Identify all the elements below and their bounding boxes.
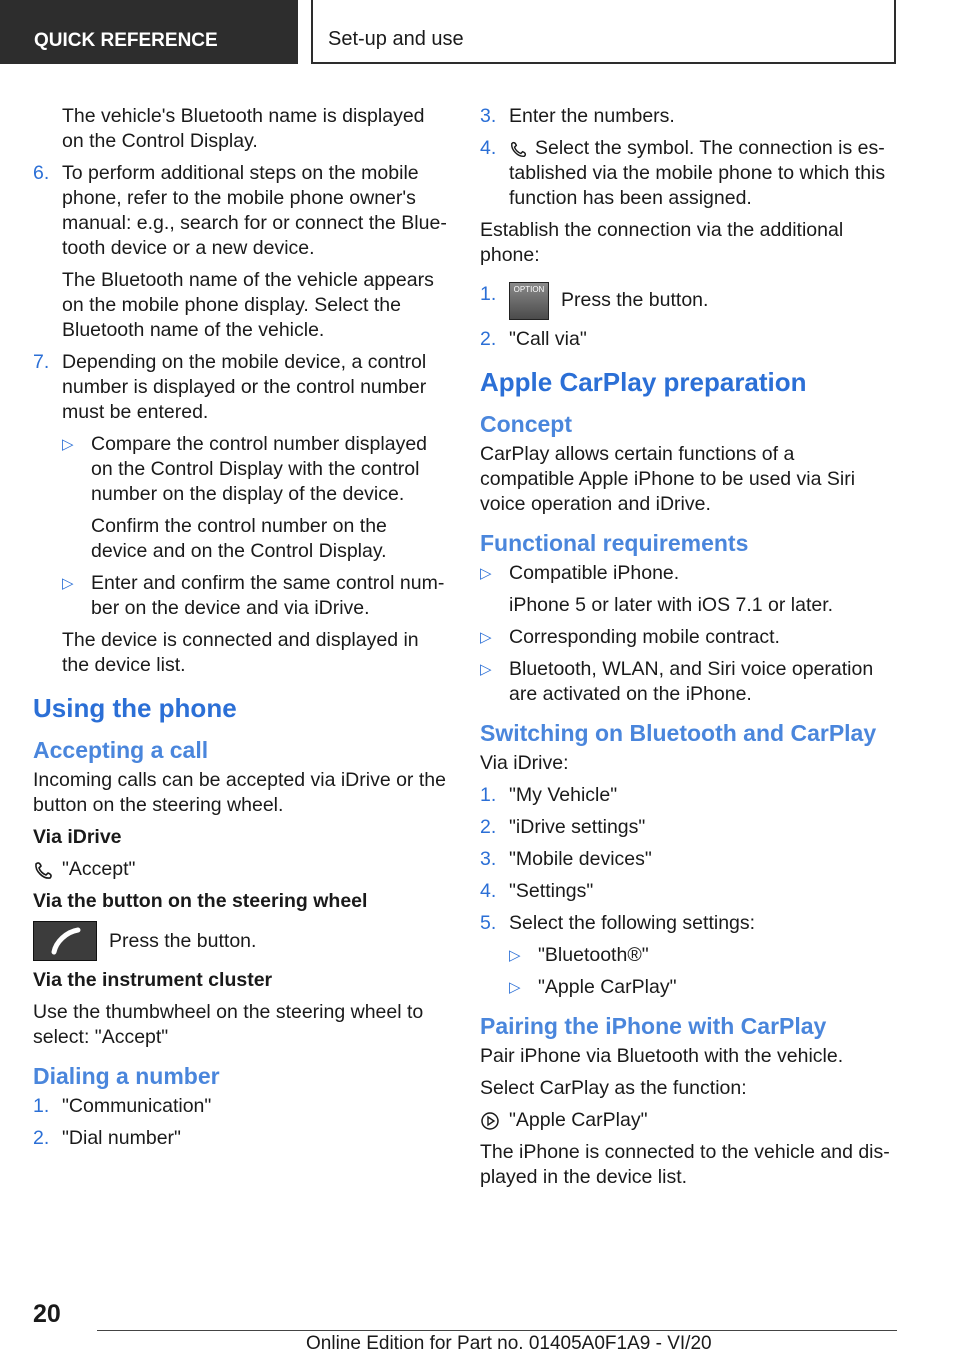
requirement-2: [480, 625, 890, 650]
step-6: [33, 161, 448, 261]
step-number: 2.: [33, 1127, 50, 1149]
step-number: 4.: [480, 137, 497, 159]
step-number: 3.: [480, 105, 497, 127]
step-number: 4.: [480, 880, 497, 902]
option-label: OPTION: [513, 285, 545, 294]
right-step-3: [480, 104, 890, 129]
left-column: [33, 104, 448, 1158]
step-number: 2.: [480, 328, 497, 350]
step-text: "Call via": [509, 328, 587, 350]
heading-accepting-call: Accepting a call: [33, 737, 209, 763]
phone-handset-icon: [33, 860, 55, 880]
page-number: 20: [33, 1300, 61, 1328]
requirement-1: [480, 561, 890, 586]
requirement-3: [480, 657, 890, 707]
footer-divider: [97, 1330, 897, 1331]
step-text: "Settings": [509, 880, 594, 902]
heading-switching-on: Switching on Bluetooth and CarPlay: [480, 720, 877, 746]
switch-step-3: [480, 847, 890, 872]
accept-label: "Accept": [62, 858, 136, 880]
step-text: Enter the numbers.: [509, 105, 675, 127]
step-6-note: The Bluetooth name of the vehicle appears on the mobile phone display. Select the Bluetooth name of the vehicle.: [62, 269, 434, 341]
pair-done-text: The iPhone is connected to the vehicle and displayed in the device list.: [480, 1141, 890, 1188]
bullet-triangle-icon: ▷: [480, 629, 492, 646]
via-button-heading: Via the button on the steering wheel: [33, 890, 368, 912]
bullet-text: Compare the control number displayed on the Control Display with the control number on the display of the device.: [91, 433, 428, 505]
right-column: [480, 104, 890, 1197]
heading-concept: Concept: [480, 411, 572, 437]
step-number: 2.: [480, 816, 497, 838]
step-text: "iDrive settings": [509, 816, 646, 838]
step-number: 7.: [33, 351, 50, 373]
setting-carplay: [480, 975, 890, 1000]
step-text: Select the symbol. The connection is established via the mobile phone to which this function has been assigned.: [509, 137, 886, 209]
heading-carplay-preparation: Apple CarPlay preparation: [480, 367, 807, 397]
option-button-icon: [509, 282, 549, 320]
heading-functional-requirements: Functional requirements: [480, 530, 749, 556]
setting-bluetooth: [480, 943, 890, 968]
bullet-text: "Apple CarPlay": [538, 976, 677, 998]
bullet-triangle-icon: ▷: [480, 565, 492, 582]
step-text: Depending on the mobile device, a control number is displayed or the control number must be entered.: [62, 351, 427, 423]
via-cluster-heading: Via the instrument cluster: [33, 969, 273, 991]
step-text: Press the button.: [561, 289, 709, 312]
switch-step-1: [480, 783, 890, 808]
step-7: [33, 350, 448, 425]
carplay-label: "Apple CarPlay": [509, 1109, 648, 1131]
bullet-triangle-icon: ▷: [509, 947, 521, 964]
bullet-triangle-icon: ▷: [509, 979, 521, 996]
establish-text: Establish the connection via the additional phone:: [480, 219, 844, 266]
concept-text: CarPlay allows certain functions of a compatible Apple iPhone to be used via Siri voice operation and iDrive.: [480, 443, 856, 515]
bullet-triangle-icon: ▷: [480, 661, 492, 678]
switch-step-2: [480, 815, 890, 840]
step-number: 3.: [480, 848, 497, 870]
step-text: Select the following settings:: [509, 912, 756, 934]
bullet-text: "Bluetooth®": [538, 944, 649, 966]
dial-step-1: [33, 1094, 448, 1119]
heading-dialing-number: Dialing a number: [33, 1063, 220, 1089]
steering-phone-button-icon: [33, 921, 97, 961]
switch-step-4: [480, 879, 890, 904]
carplay-line: [480, 1108, 890, 1133]
step-number: 5.: [480, 912, 497, 934]
step-number: 1.: [480, 784, 497, 806]
press-button-line: [33, 921, 448, 961]
right-step-4: [480, 136, 890, 211]
carplay-play-icon: [480, 1111, 502, 1131]
accept-text: Incoming calls can be accepted via iDrive or the button on the steering wheel.: [33, 769, 446, 816]
header-section-label: QUICK REFERENCE: [34, 30, 218, 51]
press-button-text: Press the button.: [109, 929, 257, 952]
step-text: "Mobile devices": [509, 848, 652, 870]
pair-text: Pair iPhone via Bluetooth with the vehicle.: [480, 1045, 844, 1067]
dial-step-2: [33, 1126, 448, 1151]
bullet-compare-note: Confirm the control number on the device and on the Control Display.: [91, 515, 387, 562]
accept-line: [33, 857, 448, 882]
requirement-1-note: iPhone 5 or later with iOS 7.1 or later.: [509, 594, 834, 616]
bullet-triangle-icon: ▷: [62, 436, 74, 453]
select-function-text: Select CarPlay as the function:: [480, 1077, 747, 1099]
additional-step-2: [480, 327, 890, 352]
bullet-triangle-icon: ▷: [62, 575, 74, 592]
step-text: To perform additional steps on the mobile phone, refer to the mobile phone owner's manual: e.g., search for or connect the Bluetooth device or a new device.: [62, 162, 447, 259]
heading-using-phone: Using the phone: [33, 693, 237, 723]
intro-text: The vehicle's Bluetooth name is displayed on the Control Display.: [62, 105, 425, 152]
switch-step-5: [480, 911, 890, 936]
header-chapter-tab: [311, 0, 896, 64]
bullet-text: Corresponding mobile contract.: [509, 626, 780, 648]
additional-step-1: [480, 282, 890, 320]
bullet-compare: [33, 432, 448, 507]
step-text: "My Vehicle": [509, 784, 618, 806]
via-idrive-heading: Via iDrive: [33, 826, 122, 848]
heading-pairing: Pairing the iPhone with CarPlay: [480, 1013, 827, 1039]
footer-edition: Online Edition for Part no. 01405A0F1A9 - VI/20: [306, 1333, 712, 1354]
step-text: "Dial number": [62, 1127, 181, 1149]
via-idrive-text: Via iDrive:: [480, 752, 569, 774]
bullet-text: Enter and confirm the same control number on the device and via iDrive.: [91, 572, 445, 619]
bullet-text: Bluetooth, WLAN, and Siri voice operation are activated on the iPhone.: [509, 658, 874, 705]
cluster-text: Use the thumbwheel on the steering wheel to select: "Accept": [33, 1001, 424, 1048]
header-section-tab: [0, 0, 298, 64]
step-text: "Communication": [62, 1095, 212, 1117]
header-chapter-label: Set-up and use: [328, 28, 464, 50]
step-number: 1.: [480, 283, 497, 305]
step-number: 1.: [33, 1095, 50, 1117]
phone-dial-icon: [509, 140, 529, 158]
bullet-enter: [33, 571, 448, 621]
bullet-text: Compatible iPhone.: [509, 562, 680, 584]
step-number: 6.: [33, 162, 50, 184]
connected-text: The device is connected and displayed in the device list.: [62, 629, 419, 676]
